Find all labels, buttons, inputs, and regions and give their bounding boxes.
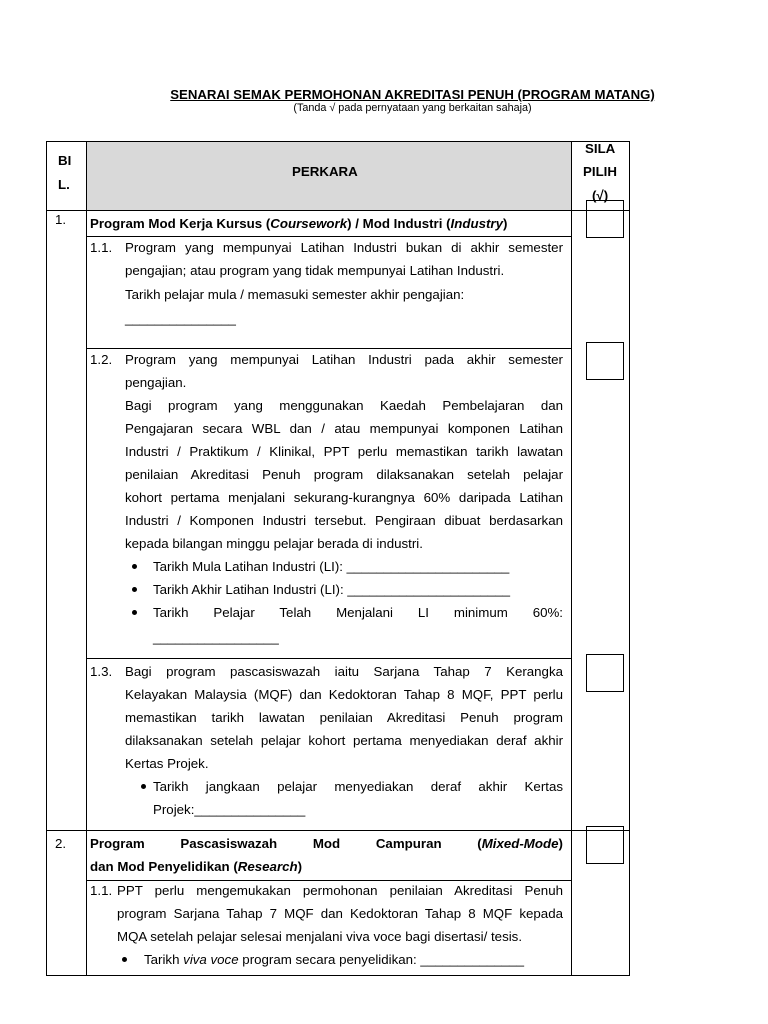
- item-1-1-blank: _______________: [125, 311, 236, 326]
- item-2-1-line: PPT perlu mengemukakan permohonan penilaian Akreditasi Penuh: [117, 883, 563, 898]
- section-2-title-line1: Program Pascasiswazah Mod Campuran (Mixed-Mode): [90, 836, 563, 851]
- header-sila: SILA: [585, 141, 616, 156]
- checkbox-1-2[interactable]: [586, 342, 624, 380]
- section-1-title: Program Mod Kerja Kursus (Coursework) / Mod Industri (Industry): [90, 216, 508, 231]
- item-1-3-bullet: Tarikh jangkaan pelajar menyediakan deraf akhir Kertas: [153, 779, 563, 794]
- bullet-icon: [132, 564, 137, 569]
- section-1-number: 1.: [55, 212, 67, 227]
- item-1-3-line: Bagi program pascasiswazah iaitu Sarjana Tahap 7 Kerangka: [125, 664, 563, 679]
- item-1-2-blank: _________________: [153, 630, 279, 645]
- item-1-1-line: Program yang mempunyai Latihan Industri bukan di akhir semester: [125, 240, 563, 255]
- item-1-2-line: penilaian Akreditasi Penuh program dilaksanakan setelah pelajar: [125, 467, 563, 482]
- item-1-2-bullet: Tarikh Pelajar Telah Menjalani LI minimum 60%:: [153, 605, 563, 620]
- header-perkara: PERKARA: [292, 164, 358, 179]
- section-2-number: 2.: [55, 836, 67, 851]
- header-pilih: PILIH: [583, 164, 617, 179]
- item-1-3-line: Kertas Projek.: [125, 756, 209, 771]
- bullet-icon: [132, 587, 137, 592]
- header-bil-part1: BI: [58, 153, 72, 168]
- item-2-1-bullet: Tarikh viva voce program secara penyelidikan: ______________: [144, 952, 524, 967]
- header-bil-part2: L.: [58, 177, 70, 192]
- section-2-title-line2: dan Mod Penyelidikan (Research): [90, 859, 303, 874]
- item-1-3-line: Kelayakan Malaysia (MQF) dan Kedoktoran Tahap 8 MQF, PPT perlu: [125, 687, 563, 702]
- item-1-2-line: Industri / Komponen Industri tersebut. Pengiraan dibuat berdasarkan: [125, 513, 563, 528]
- page-subtitle: (Tanda √ pada pernyataan yang berkaitan sahaja): [293, 102, 532, 114]
- bullet-icon: [122, 957, 127, 962]
- item-1-2-line: kohort pertama menjalani sekurang-kurangnya 60% daripada Latihan: [125, 490, 563, 505]
- checkbox-2[interactable]: [586, 826, 624, 864]
- item-1-1-line: Tarikh pelajar mula / memasuki semester akhir pengajian:: [125, 287, 465, 302]
- item-1-2-line: kepada bilangan minggu pelajar berada di industri.: [125, 536, 423, 551]
- item-2-1-number: 1.1.: [90, 883, 113, 898]
- item-1-2-bullet: Tarikh Mula Latihan Industri (LI): ______________________: [153, 559, 510, 574]
- item-1-2-line: Industri / Praktikum / Klinikal, PPT perlu memastikan tarikh lawatan: [125, 444, 563, 459]
- item-1-2-line: Pengajaran secara WBL dan / atau mempunyai komponen Latihan: [125, 421, 563, 436]
- item-1-1-number: 1.1.: [90, 240, 113, 255]
- item-1-3-bullet-cont: Projek:_______________: [153, 802, 306, 817]
- item-2-1-line: MQA setelah pelajar selesai menjalani viva voce bagi disertasi/ tesis.: [117, 929, 523, 944]
- item-1-2-line: Bagi program yang menggunakan Kaedah Pembelajaran dan: [125, 398, 563, 413]
- header-tick: (√): [592, 188, 609, 203]
- item-1-3-line: memastikan tarikh lawatan penilaian Akreditasi Penuh program: [125, 710, 563, 725]
- item-1-3-number: 1.3.: [90, 664, 113, 679]
- item-1-3-line: dilaksanakan setelah pelajar kohort pertama menyediakan deraf akhir: [125, 733, 563, 748]
- item-1-1-line: pengajian; atau program yang tidak mempunyai Latihan Industri.: [125, 263, 505, 278]
- checkbox-1-1[interactable]: [586, 200, 624, 238]
- item-2-1-line: program Sarjana Tahap 7 MQF dan Kedoktoran Tahap 8 MQF kepada: [117, 906, 563, 921]
- bullet-icon: [141, 784, 146, 789]
- item-1-2-line: Program yang mempunyai Latihan Industri pada akhir semester: [125, 352, 563, 367]
- item-1-2-number: 1.2.: [90, 352, 113, 367]
- checkbox-1-3[interactable]: [586, 654, 624, 692]
- item-1-2-bullet: Tarikh Akhir Latihan Industri (LI): ______________________: [153, 582, 511, 597]
- item-1-2-line: pengajian.: [125, 375, 187, 390]
- bullet-icon: [132, 610, 137, 615]
- page-title: SENARAI SEMAK PERMOHONAN AKREDITASI PENUH (PROGRAM MATANG): [170, 87, 655, 102]
